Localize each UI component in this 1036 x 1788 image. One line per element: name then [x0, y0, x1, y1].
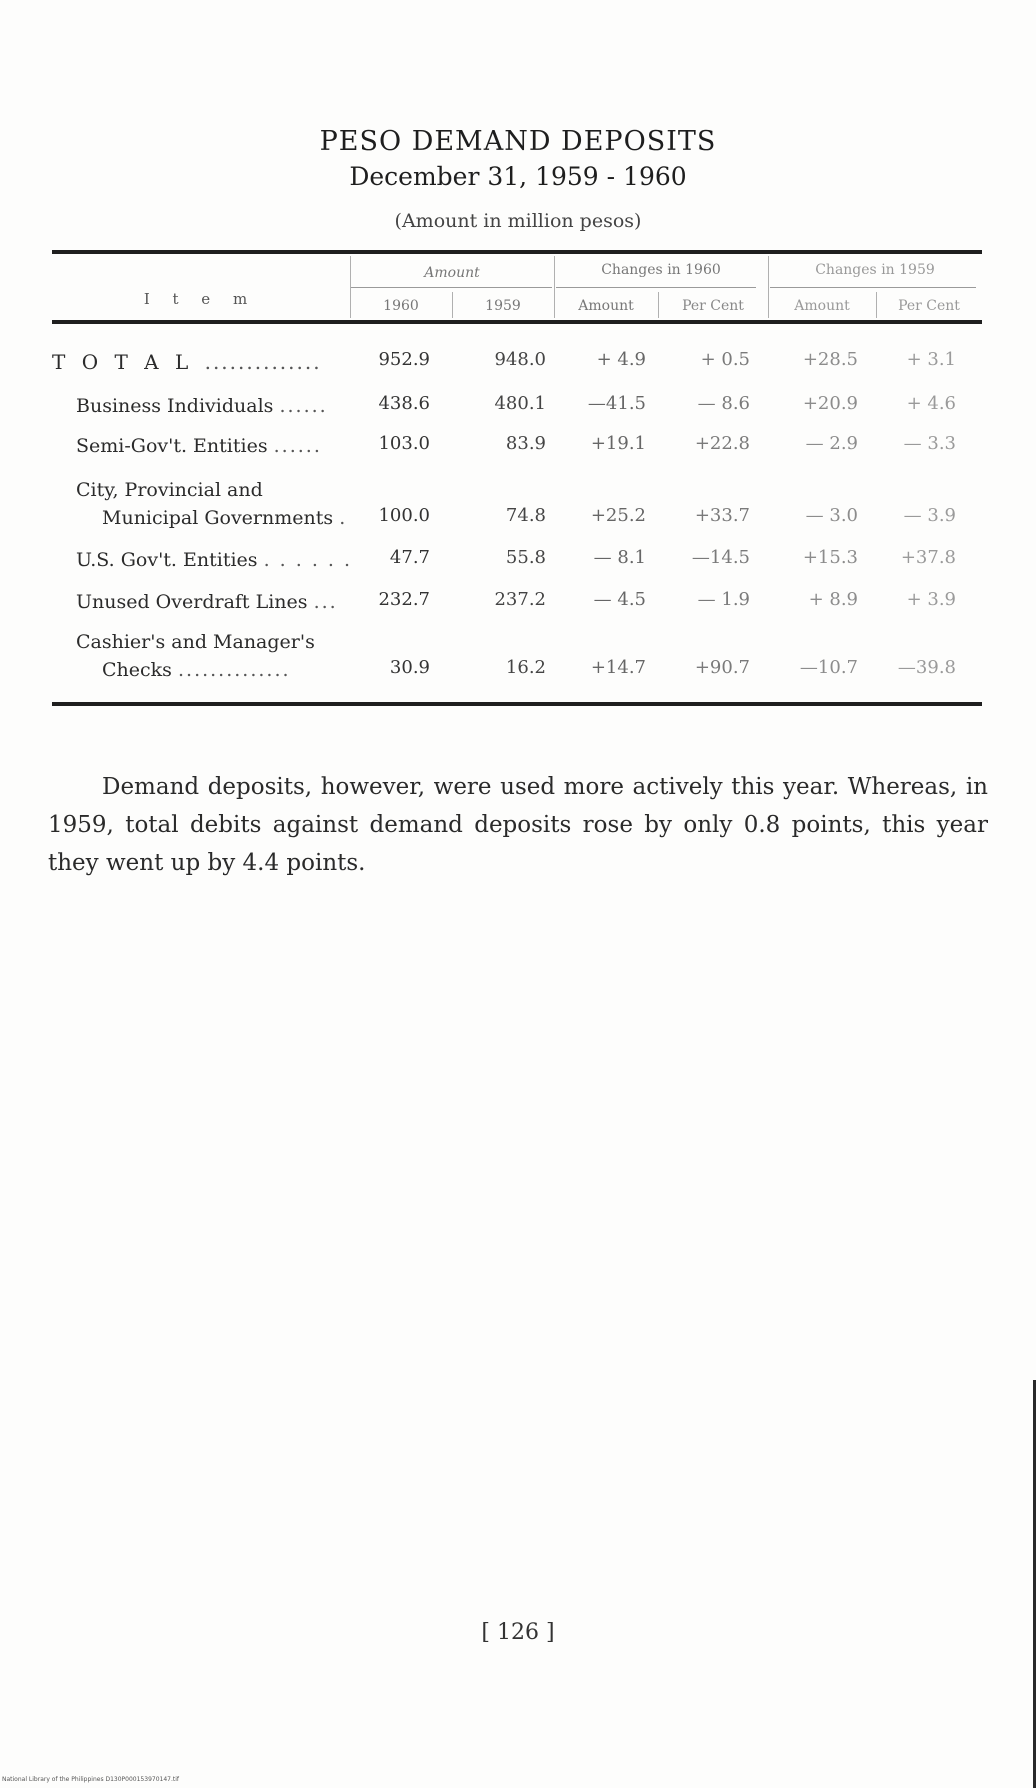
amount-group-header: Amount — [424, 265, 480, 281]
column-header: 1960 — [383, 298, 419, 314]
table-row-label — [52, 348, 332, 376]
table-cell: +25.2 — [590, 505, 646, 526]
table-cell: +20.9 — [802, 393, 858, 414]
table-top-rule — [52, 250, 982, 254]
table-cell: +14.7 — [590, 657, 646, 678]
table-cell: —10.7 — [799, 657, 858, 678]
table-cell: 103.0 — [378, 433, 430, 454]
table-cell: + 4.6 — [906, 393, 956, 414]
leader-dots: .............. — [177, 659, 291, 681]
table-cell: +28.5 — [802, 349, 858, 370]
leader-dots: ...... — [273, 435, 322, 457]
row-label-text-line2: Municipal Governments — [102, 507, 334, 529]
column-header: Amount — [578, 298, 634, 314]
row-label-text: U.S. Gov't. Entities — [76, 549, 258, 571]
table-cell: + 8.9 — [808, 589, 858, 610]
column-header: Per Cent — [898, 298, 960, 314]
page-title: PESO DEMAND DEPOSITS — [319, 126, 717, 157]
column-header: Per Cent — [682, 298, 744, 314]
table-cell: —41.5 — [587, 393, 646, 414]
table-cell: —14.5 — [691, 547, 750, 568]
body-paragraph: Demand deposits, however, were used more actively this year. Whereas, in 1959, total debits against demand deposits rose by only 0.8 points, this year they went up by 4.4 points. — [48, 774, 988, 876]
table-cell: +33.7 — [694, 505, 750, 526]
table-cell: 100.0 — [378, 505, 430, 526]
table-cell: — 3.3 — [903, 433, 956, 454]
table-cell: 16.2 — [505, 657, 546, 678]
table-row-label — [76, 588, 356, 616]
row-label-text-line2: Checks — [102, 659, 172, 681]
table-cell: 47.7 — [389, 547, 430, 568]
table-cell: 83.9 — [505, 433, 546, 454]
row-label-text: Cashier's and Manager's — [76, 631, 315, 653]
leader-dots: . . . . . . — [263, 549, 353, 571]
page-number: [ 126 ] — [481, 1620, 555, 1645]
table-cell: — 8.1 — [593, 547, 646, 568]
leader-dots: .............. — [204, 350, 322, 374]
table-cell: + 4.9 — [596, 349, 646, 370]
table-cell: 948.0 — [494, 349, 546, 370]
table-cell: — 3.0 — [805, 505, 858, 526]
table-row-label — [76, 628, 356, 684]
table-header-rule — [52, 320, 982, 324]
table-cell: — 3.9 — [903, 505, 956, 526]
table-cell: 74.8 — [505, 505, 546, 526]
table-cell: 952.9 — [378, 349, 430, 370]
table-cell: — 8.6 — [697, 393, 750, 414]
column-header: 1959 — [485, 298, 521, 314]
changes-1959-underline — [770, 287, 976, 288]
unit-note: (Amount in million pesos) — [394, 210, 642, 232]
table-cell: +37.8 — [900, 547, 956, 568]
scan-footer: National Library of the Philippines D130P000153970147.tif — [2, 1776, 180, 1783]
leader-dots: . — [339, 507, 348, 529]
changes-1959-group-header: Changes in 1959 — [815, 262, 935, 278]
table-cell: +22.8 — [694, 433, 750, 454]
item-column-header: I t e m — [143, 290, 257, 308]
table-cell: +19.1 — [590, 433, 646, 454]
table-cell: 480.1 — [494, 393, 546, 414]
table-cell: — 2.9 — [805, 433, 858, 454]
table-row-label — [76, 432, 356, 460]
table-cell: + 3.1 — [906, 349, 956, 370]
row-label-text: Semi-Gov't. Entities — [76, 435, 268, 457]
changes-1960-underline — [556, 287, 756, 288]
changes-1960-group-header: Changes in 1960 — [601, 262, 721, 278]
table-cell: 232.7 — [378, 589, 430, 610]
table-row-label — [76, 392, 356, 420]
table-cell: — 1.9 — [697, 589, 750, 610]
leader-dots: ... — [313, 591, 338, 613]
table-cell: +90.7 — [694, 657, 750, 678]
table-cell: 30.9 — [389, 657, 430, 678]
table-cell: 438.6 — [378, 393, 430, 414]
table-cell: 55.8 — [505, 547, 546, 568]
page-subtitle: December 31, 1959 - 1960 — [349, 162, 687, 191]
amount-group-underline — [350, 287, 552, 288]
table-cell: — 4.5 — [593, 589, 646, 610]
column-header: Amount — [794, 298, 850, 314]
table-cell: 237.2 — [494, 589, 546, 610]
table-cell: + 0.5 — [700, 349, 750, 370]
row-label-text: Business Individuals — [76, 395, 274, 417]
row-label-text: Unused Overdraft Lines — [76, 591, 308, 613]
table-row-label — [76, 476, 356, 532]
row-label-text: City, Provincial and — [76, 479, 263, 501]
table-cell: + 3.9 — [906, 589, 956, 610]
table-row-label — [76, 546, 356, 574]
table-bottom-rule — [52, 702, 982, 706]
table-cell: +15.3 — [802, 547, 858, 568]
row-label-text: T O T A L — [52, 350, 194, 374]
table-cell: —39.8 — [897, 657, 956, 678]
leader-dots: ...... — [279, 395, 328, 417]
